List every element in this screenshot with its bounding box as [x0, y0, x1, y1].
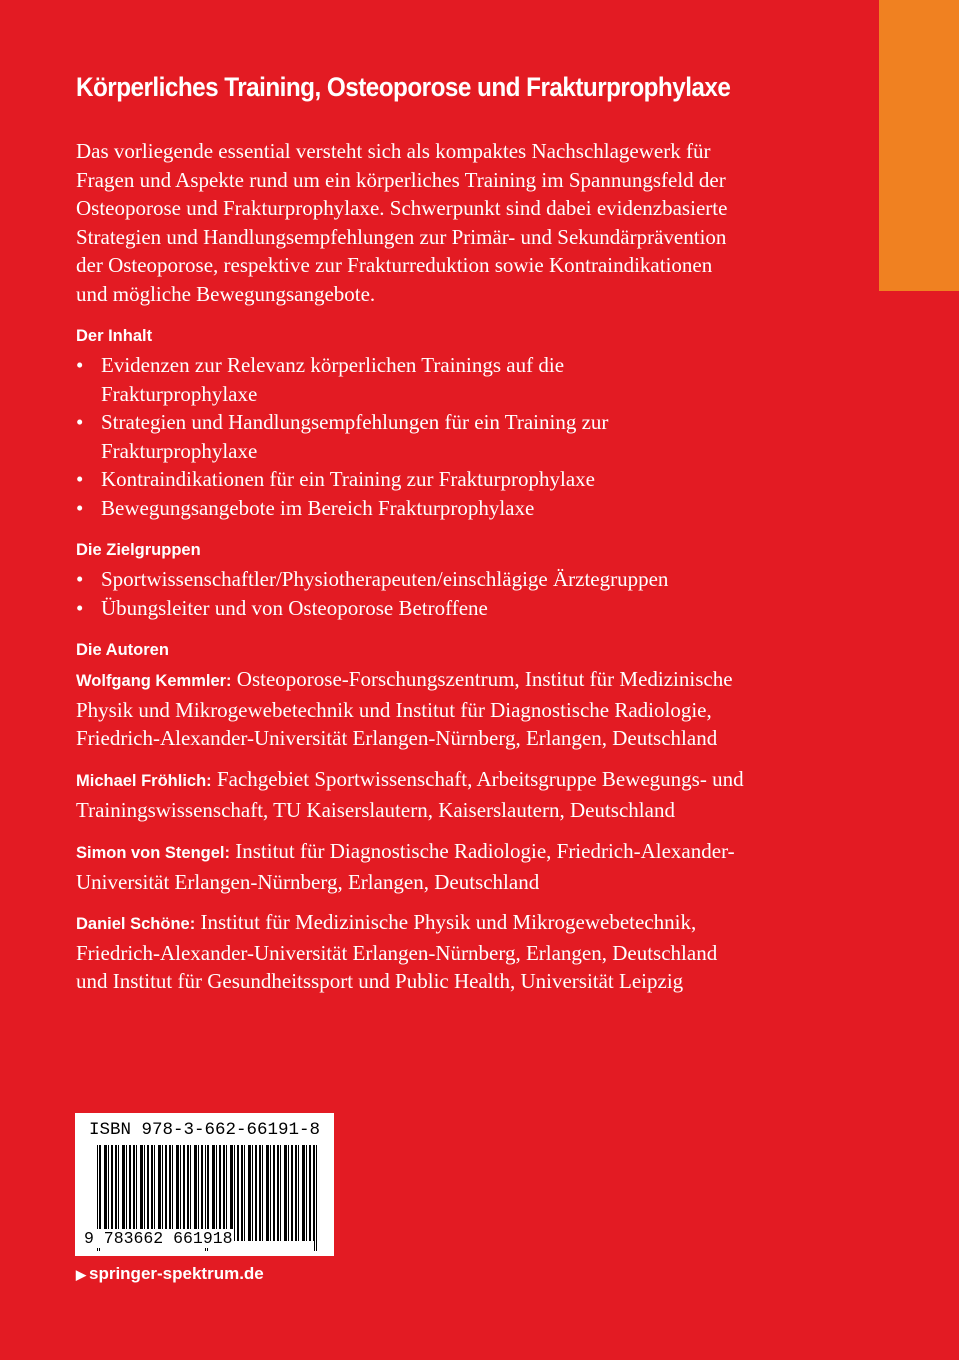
intro-line: und mögliche Bewegungsangebote. [76, 281, 376, 306]
author-affiliation: und Institut für Gesundheitssport und Public Health, Universität Leipzig [76, 969, 684, 994]
list-item-text: Frakturprophylaxe [101, 381, 258, 406]
intro-paragraph [76, 137, 826, 309]
publisher-link[interactable] [76, 1264, 264, 1284]
intro-line: Strategien und Handlungsempfehlungen zur Primär- und Sekundärprävention [76, 224, 727, 249]
barcode-digits: 9 783662 661918 [84, 1229, 233, 1248]
list-item-text: Strategien und Handlungsempfehlungen für ein Training zur [101, 410, 609, 435]
section-heading-zielgruppen: Die Zielgruppen [76, 541, 201, 559]
author-affiliation: Institut für Medizinische Physik und Mikrogewebetechnik, [195, 910, 697, 934]
author-entry [76, 908, 836, 996]
author-affiliation: Friedrich-Alexander-Universität Erlangen-Nürnberg, Erlangen, Deutschland [76, 940, 718, 965]
intro-line: Das vorliegende essential versteht sich als kompaktes Nachschlagewerk für [76, 139, 711, 163]
book-title: Körperliches Training, Osteoporose und Frakturprophylaxe [76, 72, 731, 102]
author-affiliation: Fachgebiet Sportwissenschaft, Arbeitsgruppe Bewegungs- und [211, 767, 744, 791]
author-name: Michael Fröhlich: [76, 772, 212, 790]
bullet-icon: • [76, 410, 84, 435]
arrow-right-icon: ▶ [76, 1267, 86, 1282]
list-item [76, 494, 816, 523]
author-name: Daniel Schöne: [76, 915, 196, 933]
author-entry [76, 765, 836, 824]
inhalt-list [76, 351, 816, 523]
list-item [76, 408, 816, 465]
isbn-label: ISBN 978-3-662-66191-8 [89, 1120, 321, 1140]
intro-line: Osteoporose und Frakturprophylaxe. Schwerpunkt sind dabei evidenzbasierte [76, 196, 728, 221]
list-item-text: Bewegungsangebote im Bereich Frakturprophylaxe [101, 495, 535, 520]
bullet-icon: • [76, 353, 84, 377]
list-item-text: Kontraindikationen für ein Training zur Frakturprophylaxe [101, 467, 595, 492]
publisher-url: springer-spektrum.de [89, 1264, 264, 1283]
list-item-text: Frakturprophylaxe [101, 438, 258, 463]
bullet-icon: • [76, 467, 84, 492]
section-heading-inhalt: Der Inhalt [76, 327, 153, 345]
intro-line: der Osteoporose, respektive zur Frakturreduktion sowie Kontraindikationen [76, 253, 713, 278]
author-entry [76, 665, 836, 753]
author-affiliation: Trainingswissenschaft, TU Kaiserslautern, Kaiserslautern, Deutschland [76, 797, 675, 822]
barcode-guard-right [314, 1145, 317, 1251]
list-item-text: Evidenzen zur Relevanz körperlichen Trainings auf die [101, 353, 565, 377]
author-affiliation: Physik und Mikrogewebetechnik und Institut für Diagnostische Radiologie, [76, 697, 712, 722]
accent-bar [879, 0, 959, 291]
bullet-icon: • [76, 595, 84, 620]
isbn-barcode-box [75, 1113, 334, 1256]
list-item [76, 594, 816, 623]
intro-line: Fragen und Aspekte rund um ein körperliches Training im Spannungsfeld der [76, 167, 726, 192]
section-heading-autoren: Die Autoren [76, 641, 169, 659]
list-item-text: Übungsleiter und von Osteoporose Betroffene [101, 595, 488, 620]
author-name: Wolfgang Kemmler: [76, 672, 232, 690]
bullet-icon: • [76, 567, 84, 591]
list-item-text: Sportwissenschaftler/Physiotherapeuten/einschlägige Ärztegruppen [101, 567, 669, 591]
list-item [76, 465, 816, 494]
author-entry [76, 837, 836, 896]
list-item [76, 351, 816, 408]
author-name: Simon von Stengel: [76, 844, 231, 862]
list-item [76, 565, 816, 594]
author-affiliation: Osteoporose-Forschungszentrum, Institut für Medizinische [231, 667, 733, 691]
author-affiliation: Institut für Diagnostische Radiologie, Friedrich-Alexander- [230, 839, 735, 863]
author-affiliation: Friedrich-Alexander-Universität Erlangen-Nürnberg, Erlangen, Deutschland [76, 726, 718, 751]
bullet-icon: • [76, 495, 84, 520]
author-affiliation: Universität Erlangen-Nürnberg, Erlangen, Deutschland [76, 869, 540, 894]
zielgruppen-list [76, 565, 816, 622]
